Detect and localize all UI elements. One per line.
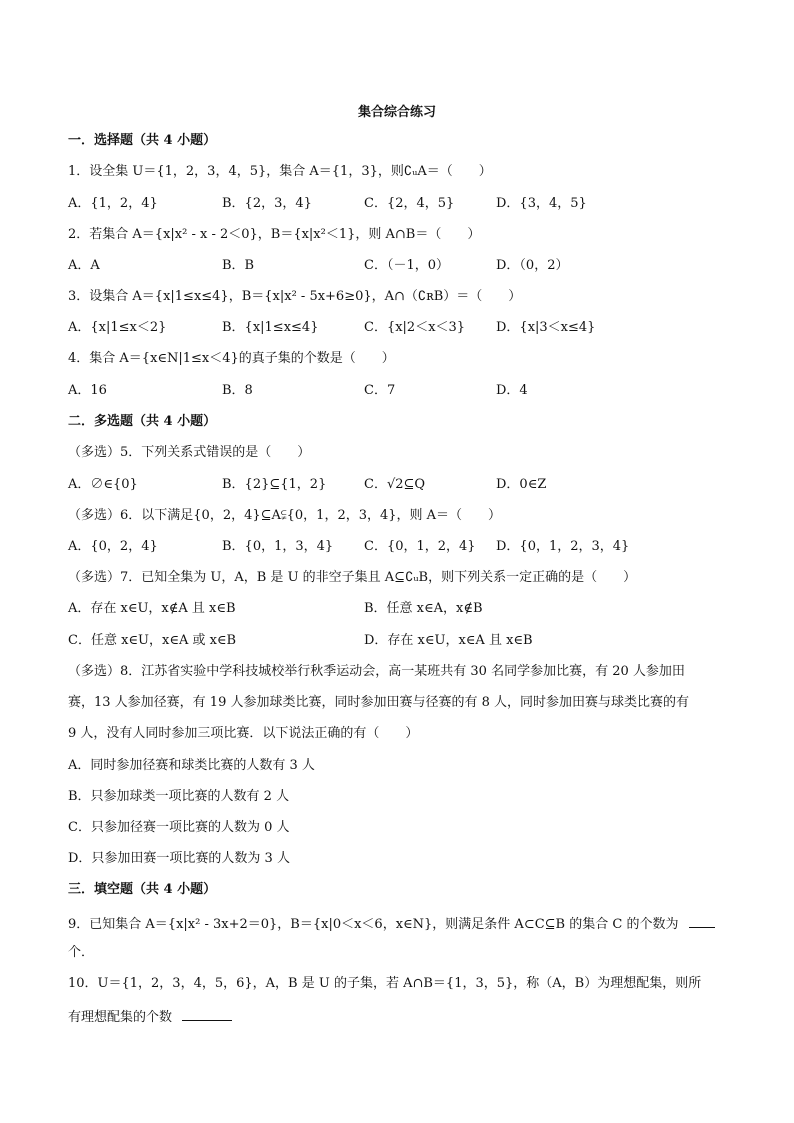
question-6-option-d: D．{0，1，2，3，4} (496, 539, 630, 554)
question-3-option-c: C．{x|2＜x＜3} (364, 320, 466, 335)
section-heading-fill-in: 三．填空题（共 4 小题） (68, 882, 217, 897)
question-7-option-b: B．任意 x∈A，x∉B (364, 601, 483, 616)
question-2-option-b: B．B (222, 258, 255, 273)
question-8-option-d: D．只参加田赛一项比赛的人数为 3 人 (68, 851, 290, 866)
question-3-option-a: A．{x|1≤x＜2} (68, 320, 167, 335)
question-8-stem-line-1: （多选）8．江苏省实验中学科技城校举行秋季运动会，高一某班共有 30 名同学参加比赛，有 20 人参加田 (68, 664, 685, 679)
question-7-option-d: D．存在 x∈U，x∈A 且 x∈B (364, 633, 533, 648)
question-5-stem: （多选）5．下列关系式错误的是（ ） (68, 445, 311, 460)
question-9-stem: 9．已知集合 A＝{x|x² - 3x+2＝0}，B＝{x|0＜x＜6，x∈N}，则满足条件 A⊂C⊆B 的集合 C 的个数为 (68, 917, 679, 932)
question-2-option-a: A．A (68, 258, 100, 273)
question-4-option-a: A．16 (68, 383, 107, 398)
section-heading-multiple-choice: 一．选择题（共 4 小题） (68, 133, 217, 148)
question-5-option-d: D．0∈Z (496, 477, 547, 492)
question-1-option-c: C．{2，4，5} (364, 196, 455, 211)
section-heading-multi-select: 二．多选题（共 4 小题） (68, 414, 217, 429)
question-4-option-c: C．7 (364, 383, 396, 398)
question-5-option-b: B．{2}⊆{1，2} (222, 477, 327, 492)
question-4-option-b: B．8 (222, 383, 253, 398)
question-6-option-c: C．{0，1，2，4} (364, 539, 476, 554)
answer-blank-10[interactable] (182, 1006, 232, 1021)
question-1-option-d: D．{3，4，5} (496, 196, 587, 211)
question-9-stem-line-1 (68, 913, 715, 934)
question-2-option-c: C．（－1，0） (364, 258, 449, 273)
page-title: 集合综合练习 (357, 105, 436, 120)
question-3-stem: 3．设集合 A＝{x|1≤x≤4}，B＝{x|x² - 5x+6≥0}，A∩（∁ʀB）＝（ ） (68, 289, 522, 304)
question-6-option-b: B．{0，1，3，4} (222, 539, 334, 554)
question-8-option-a: A．同时参加径赛和球类比赛的人数有 3 人 (68, 758, 315, 773)
question-8-stem-line-3: 9 人，没有人同时参加三项比赛．以下说法正确的有（ ） (68, 726, 419, 741)
question-10-stem: 有理想配集的个数 (68, 1010, 173, 1025)
question-8-option-b: B．只参加球类一项比赛的人数有 2 人 (68, 789, 290, 804)
answer-blank-9[interactable] (689, 913, 715, 928)
question-7-option-a: A．存在 x∈U，x∉A 且 x∈B (68, 601, 236, 616)
question-5-option-a: A．∅∈{0} (68, 477, 138, 492)
question-1-option-a: A．{1，2，4} (68, 196, 158, 211)
question-7-option-c: C．任意 x∈U，x∈A 或 x∈B (68, 633, 237, 648)
question-8-stem-line-2: 赛，13 人参加径赛，有 19 人参加球类比赛，同时参加田赛与径赛的有 8 人，同时参加田赛与球类比赛的有 (68, 695, 690, 710)
question-6-option-a: A．{0，2，4} (68, 539, 158, 554)
question-10-stem-line-2 (68, 1006, 232, 1027)
question-4-stem: 4．集合 A＝{x∈N|1≤x＜4}的真子集的个数是（ ） (68, 351, 395, 366)
question-10-stem-line-1: 10．U＝{1，2，3，4，5，6}，A，B 是 U 的子集，若 A∩B＝{1，3，5}，称（A，B）为理想配集，则所 (68, 976, 702, 991)
question-2-option-d: D．（0，2） (496, 258, 569, 273)
question-4-option-d: D．4 (496, 383, 528, 398)
question-3-option-d: D．{x|3＜x≤4} (496, 320, 596, 335)
question-9-tail: 个． (68, 945, 95, 960)
question-6-stem: （多选）6．以下满足{0，2，4}⊆A⫋{0，1，2，3，4}，则 A＝（ ） (68, 508, 502, 523)
question-8-option-c: C．只参加径赛一项比赛的人数为 0 人 (68, 820, 290, 835)
question-1-stem: 1．设全集 U＝{1，2，3，4，5}，集合 A＝{1，3}，则∁ᵤA＝（ ） (68, 164, 492, 179)
question-3-option-b: B．{x|1≤x≤4} (222, 320, 319, 335)
question-5-option-c: C．√2⊆Q (364, 477, 426, 492)
question-1-option-b: B．{2，3，4} (222, 196, 312, 211)
question-2-stem: 2．若集合 A＝{x|x² - x - 2＜0}，B＝{x|x²＜1}，则 A∩B＝（ ） (68, 227, 481, 242)
question-7-stem: （多选）7．已知全集为 U，A，B 是 U 的非空子集且 A⊆∁ᵤB，则下列关系一定正确的是（ ） (68, 570, 637, 585)
